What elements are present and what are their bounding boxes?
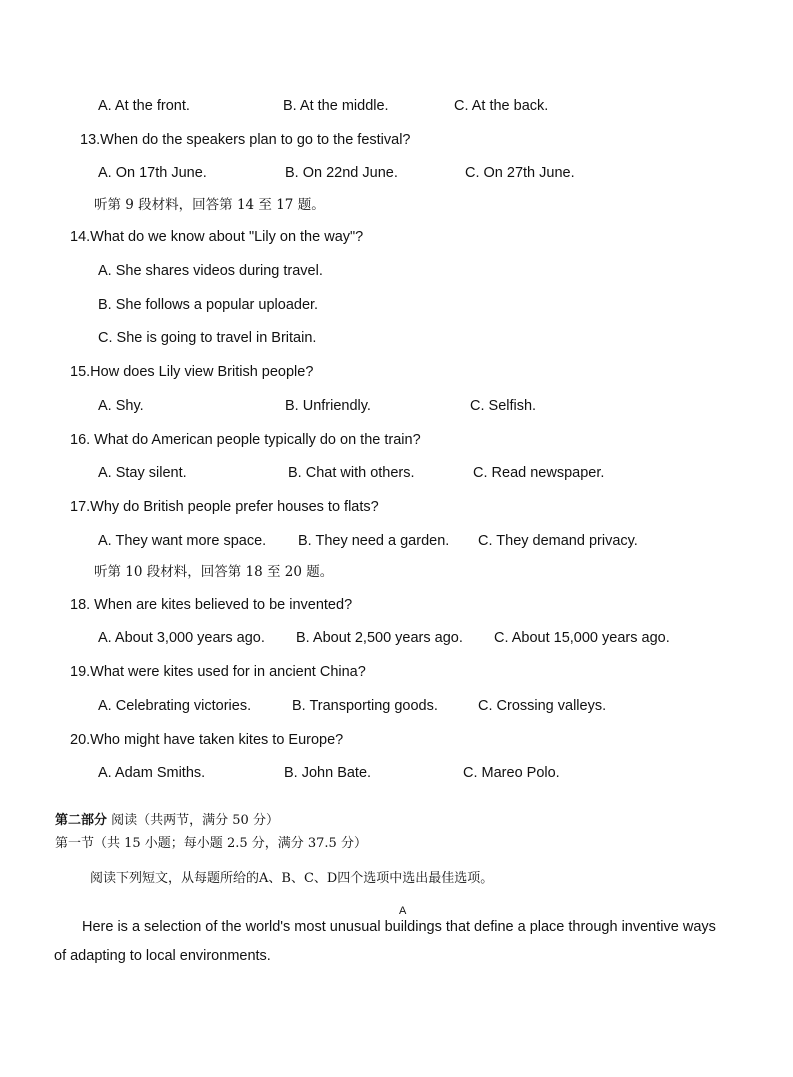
q12-option-a: A. At the front. [98,98,190,114]
q16-option-b: B. Chat with others. [288,465,415,481]
q15-option-a: A. Shy. [98,398,144,414]
q18-option-c: C. About 15,000 years ago. [494,630,670,646]
q20-question: 20.Who might have taken kites to Europe? [70,732,344,748]
part-two-title: 第二部分 [55,813,108,828]
q15-option-b: B. Unfriendly. [285,398,371,414]
q20-option-c: C. Mareo Polo. [463,765,560,781]
q14-option-b: B. She follows a popular uploader. [98,297,319,313]
q17-option-a: A. They want more space. [98,533,267,549]
q17-question: 17.Why do British people prefer houses to flats? [70,499,379,515]
part-two-heading [55,812,279,830]
q12-option-c: C. At the back. [454,98,549,114]
q16-option-c: C. Read newspaper. [473,465,605,481]
q13-option-b: B. On 22nd June. [285,165,398,181]
q19-option-a: A. Celebrating victories. [98,698,252,714]
q18-question: 18. When are kites believed to be invented? [70,597,353,613]
q13-option-c: C. On 27th June. [465,165,575,181]
q20-option-b: B. John Bate. [284,765,372,781]
q13-question: 13.When do the speakers plan to go to the festival? [80,132,411,148]
passage-line-2: of adapting to local environments. [54,948,271,964]
instruction-material-10: 听第 10 段材料，回答第 18 至 20 题。 [94,564,334,580]
reading-instruction: 阅读下列短文，从每题所给的A、B、C、D四个选项中选出最佳选项。 [90,871,494,886]
q15-question: 15.How does Lily view British people? [70,364,314,380]
q19-option-b: B. Transporting goods. [292,698,438,714]
part-two-detail: 阅读（共两节，满分 50 分） [107,813,279,828]
q17-option-c: C. They demand privacy. [478,533,638,549]
q19-question: 19.What were kites used for in ancient China? [70,664,366,680]
q17-option-b: B. They need a garden. [298,533,450,549]
passage-label: A [399,905,407,917]
q18-option-b: B. About 2,500 years ago. [296,630,463,646]
q14-question: 14.What do we know about "Lily on the way"? [70,229,364,245]
q16-option-a: A. Stay silent. [98,465,187,481]
passage-line-1: Here is a selection of the world's most unusual buildings that define a place through inventive ways [82,919,716,935]
q14-option-a: A. She shares videos during travel. [98,263,323,279]
q13-option-a: A. On 17th June. [98,165,207,181]
q18-option-a: A. About 3,000 years ago. [98,630,265,646]
section-one-heading: 第一节（共 15 小题；每小题 2.5 分，满分 37.5 分） [55,836,367,851]
q15-option-c: C. Selfish. [470,398,537,414]
instruction-material-9: 听第 9 段材料，回答第 14 至 17 题。 [94,197,325,213]
q19-option-c: C. Crossing valleys. [478,698,607,714]
q16-question: 16. What do American people typically do on the train? [70,432,421,448]
q20-option-a: A. Adam Smiths. [98,765,206,781]
q12-option-b: B. At the middle. [283,98,389,114]
q14-option-c: C. She is going to travel in Britain. [98,330,317,346]
